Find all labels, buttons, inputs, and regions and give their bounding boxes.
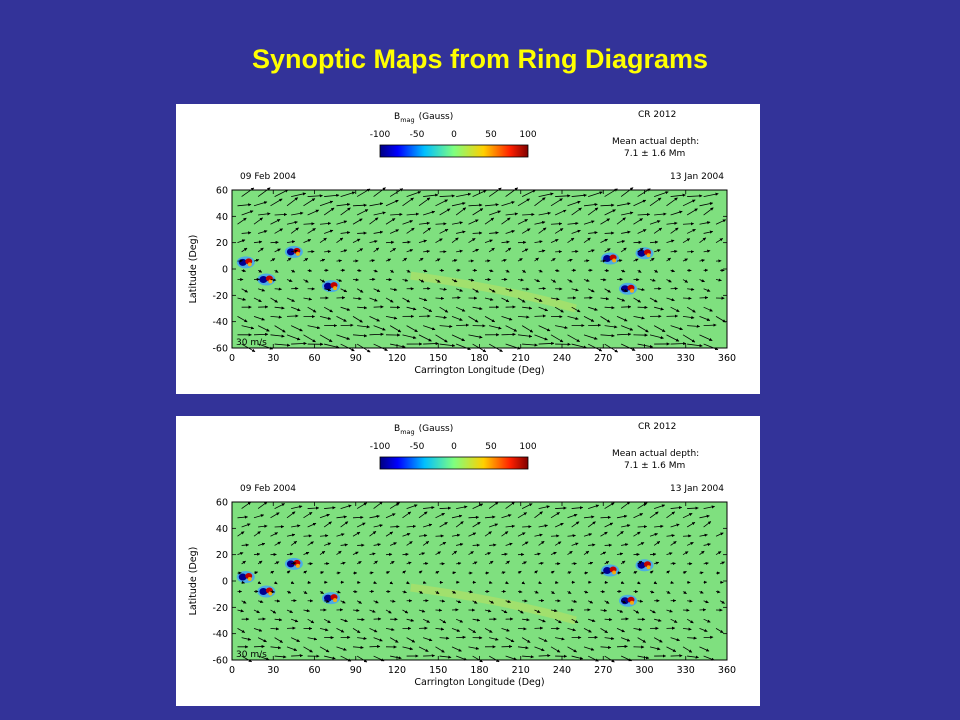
x-tick-label: 270 <box>594 353 613 364</box>
x-tick-label: 60 <box>308 353 321 364</box>
y-tick-label: 20 <box>215 238 228 250</box>
velocity-arrow <box>304 536 312 537</box>
x-tick-label: 150 <box>429 353 448 364</box>
velocity-arrow <box>617 646 627 647</box>
active-region <box>636 559 654 571</box>
colorbar-tick-label: 50 <box>485 442 497 452</box>
active-region <box>636 247 654 259</box>
depth-value: 7.1 ± 1.6 Mm <box>624 461 686 471</box>
depth-value: 7.1 ± 1.6 Mm <box>624 149 686 159</box>
y-tick-label: 0 <box>221 576 228 588</box>
velocity-arrow <box>254 334 268 335</box>
active-region-core <box>612 258 616 262</box>
velocity-arrow <box>605 619 612 620</box>
active-region <box>285 246 303 258</box>
x-tick-label: 330 <box>676 353 695 364</box>
x-tick-label: 60 <box>308 665 321 676</box>
active-region-core <box>296 564 300 568</box>
date-left: 09 Feb 2004 <box>240 172 297 182</box>
x-tick-label: 270 <box>594 665 613 676</box>
x-tick-label: 240 <box>552 665 572 676</box>
y-tick-label: -20 <box>212 290 228 302</box>
active-region <box>285 558 303 570</box>
colorbar-subscript: mag <box>400 116 415 124</box>
vector-scale-label: 30 m/s <box>236 650 267 660</box>
x-tick-label: 180 <box>470 353 489 364</box>
y-axis-label: Latitude (Deg) <box>188 234 199 304</box>
y-tick-label: -60 <box>212 655 228 667</box>
x-tick-label: 300 <box>635 353 654 364</box>
colorbar-title: $B_{mag}$ (Gauss) <box>394 424 454 436</box>
velocity-arrow <box>287 316 298 317</box>
active-region-core <box>296 252 300 256</box>
colorbar <box>380 457 528 469</box>
active-region <box>237 256 255 268</box>
velocity-arrow <box>357 270 361 271</box>
y-axis-label: Latitude (Deg) <box>188 546 199 616</box>
active-region-core <box>647 565 651 569</box>
colorbar-subscript: mag <box>400 428 415 436</box>
slide-title: Synoptic Maps from Ring Diagrams <box>251 44 709 74</box>
y-tick-label: 60 <box>215 185 228 197</box>
active-region-core <box>647 253 651 257</box>
synoptic-map-panel-bottom <box>176 416 760 706</box>
x-tick-label: 330 <box>676 665 695 676</box>
velocity-arrow <box>535 316 546 317</box>
active-region-core <box>268 280 272 284</box>
x-tick-label: 210 <box>511 665 530 676</box>
date-right: 13 Jan 2004 <box>670 484 724 494</box>
x-tick-label: 120 <box>387 353 407 364</box>
velocity-arrow <box>605 270 609 271</box>
depth-label: Mean actual depth: <box>612 137 700 147</box>
velocity-arrow <box>390 526 399 527</box>
map-field <box>232 190 727 348</box>
y-tick-label: 40 <box>215 523 228 535</box>
x-tick-label: 180 <box>470 665 489 676</box>
velocity-arrow <box>275 289 282 290</box>
active-region-core <box>248 577 252 581</box>
velocity-arrow <box>555 582 558 583</box>
colorbar-tick-label: 0 <box>451 130 457 140</box>
rotation-label: CR 2012 <box>638 110 677 120</box>
active-region-core <box>333 598 337 602</box>
velocity-arrow <box>291 656 303 657</box>
synoptic-map-bottom-svg <box>176 416 760 706</box>
active-region <box>601 252 619 264</box>
synoptic-map-panel-top <box>176 104 760 394</box>
velocity-arrow <box>683 298 691 299</box>
x-tick-label: 0 <box>228 353 236 364</box>
colorbar-tick-label: -100 <box>369 442 391 452</box>
velocity-arrow <box>403 554 409 555</box>
active-region <box>601 564 619 576</box>
x-tick-label: 30 <box>267 353 280 364</box>
x-tick-label: 90 <box>349 665 362 676</box>
velocity-arrow <box>522 289 529 290</box>
colorbar-tick-label: -50 <box>409 442 425 452</box>
y-tick-label: -40 <box>212 629 228 641</box>
x-tick-label: 210 <box>511 353 530 364</box>
velocity-arrow <box>271 592 275 593</box>
colorbar-tick-label: 100 <box>519 130 537 140</box>
x-tick-label: 240 <box>552 353 572 364</box>
active-region <box>322 592 340 604</box>
active-region-core <box>268 592 272 596</box>
velocity-arrow <box>605 233 614 234</box>
active-region-core <box>248 262 252 266</box>
x-axis-label: Carrington Longitude (Deg) <box>414 365 545 376</box>
date-left: 09 Feb 2004 <box>240 484 297 494</box>
y-tick-label: 60 <box>215 497 228 509</box>
vector-scale-label: 30 m/s <box>236 338 267 348</box>
synoptic-map-top-svg <box>176 104 760 394</box>
velocity-arrow <box>671 343 686 344</box>
active-region-core <box>630 601 634 605</box>
x-tick-label: 30 <box>267 665 280 676</box>
velocity-arrow <box>601 517 611 518</box>
depth-label: Mean actual depth: <box>612 449 700 459</box>
colorbar-tick-label: -100 <box>369 130 391 140</box>
map-field <box>232 502 727 660</box>
velocity-arrow <box>638 526 647 527</box>
colorbar-tick-label: 0 <box>451 442 457 452</box>
y-tick-label: 20 <box>215 550 228 562</box>
velocity-arrow <box>353 517 363 518</box>
x-tick-label: 0 <box>228 665 236 676</box>
date-right: 13 Jan 2004 <box>670 172 724 182</box>
x-tick-label: 120 <box>387 665 407 676</box>
y-tick-label: 0 <box>221 264 228 276</box>
colorbar-units: (Gauss) <box>418 112 454 122</box>
colorbar <box>380 145 528 157</box>
x-tick-label: 360 <box>717 665 737 676</box>
x-tick-label: 150 <box>429 665 448 676</box>
colorbar-units: (Gauss) <box>418 424 454 434</box>
velocity-arrow <box>436 224 447 225</box>
velocity-arrow <box>539 656 551 657</box>
velocity-arrow <box>518 592 522 593</box>
active-region-core <box>333 286 337 290</box>
y-tick-label: -60 <box>212 343 228 355</box>
colorbar-tick-label: 100 <box>519 442 537 452</box>
active-region-core <box>630 289 634 293</box>
velocity-arrow <box>386 242 394 243</box>
x-tick-label: 90 <box>349 353 362 364</box>
active-region-core <box>612 570 616 574</box>
y-tick-label: -40 <box>212 317 228 329</box>
x-axis-label: Carrington Longitude (Deg) <box>414 677 545 688</box>
colorbar-tick-label: 50 <box>485 130 497 140</box>
rotation-label: CR 2012 <box>638 422 677 432</box>
y-tick-label: -20 <box>212 602 228 614</box>
x-tick-label: 300 <box>635 665 654 676</box>
y-tick-label: 40 <box>215 211 228 223</box>
velocity-arrow <box>502 334 516 335</box>
colorbar-tick-label: -50 <box>409 130 425 140</box>
x-tick-label: 360 <box>717 353 737 364</box>
colorbar-title: $B_{mag}$ (Gauss) <box>394 112 454 124</box>
